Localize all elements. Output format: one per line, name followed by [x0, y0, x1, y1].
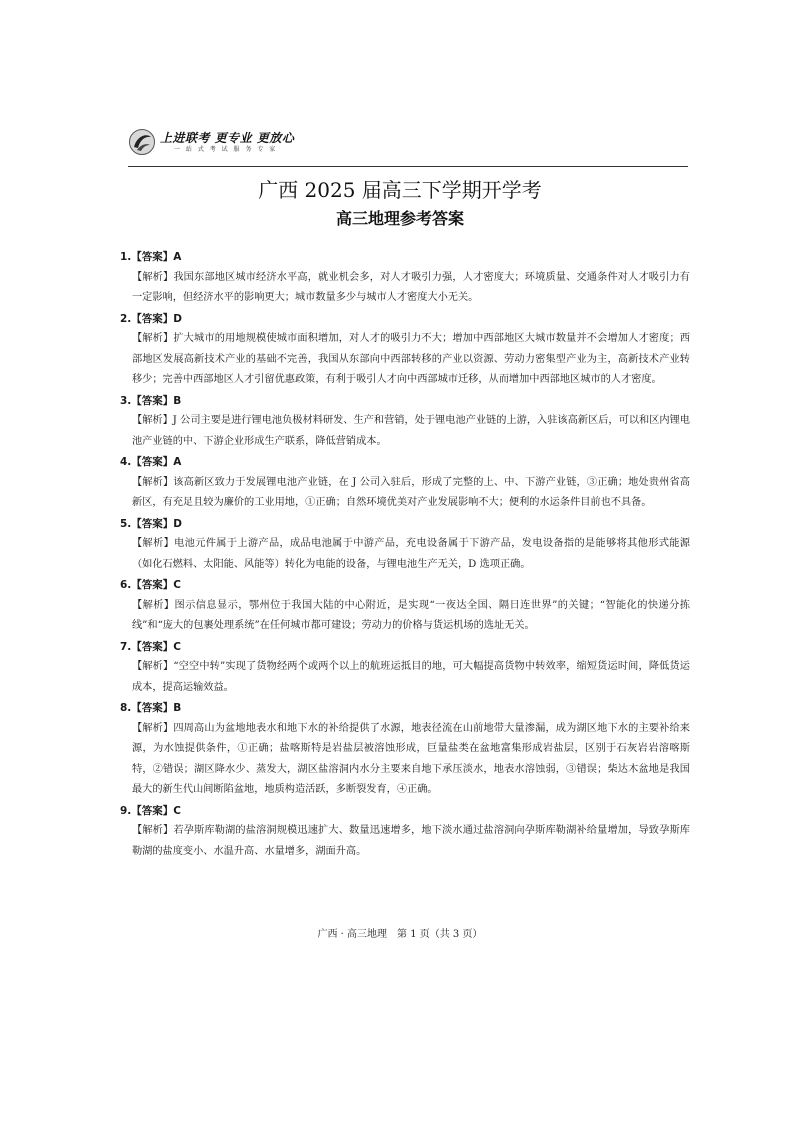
- answer-item: [120, 391, 690, 453]
- analysis-text: 【解析】图示信息显示，鄂州位于我国大陆的中心附近，是实现“一夜达全国、隔日连世界”的关键；“智能化的快递分拣线”和“庞大的包裹处理系统”在任何城市都可建设；劳动力的价格与货运机场的选址无关。: [132, 599, 690, 631]
- answer-line: 8.【答案】B: [120, 702, 182, 714]
- answer-line: 9.【答案】C: [120, 804, 182, 817]
- answer-list: [120, 247, 690, 862]
- page-subtitle: 高三地理参考答案: [335, 209, 464, 228]
- answer-item: [120, 309, 690, 391]
- analysis-text: 【解析】电池元件属于上游产品，成品电池属于中游产品，充电设备属于下游产品，发电设备指的是能够将其他形式能源（如化石燃料、太阳能、风能等）转化为电能的设备，与锂电池生产无关，D 选项正确。: [132, 538, 690, 570]
- header-divider: [128, 166, 688, 167]
- logo-slogan: 上进联考 更专业 更放心: [160, 130, 295, 145]
- analysis-text: 【解析】扩大城市的用地规模使城市面积增加，对人才的吸引力不大；增加中西部地区大城市数量并不会增加人才密度；西部地区发展高新技术产业的基础不完善，我国从东部向中西部转移的产业以资源、劳动力密集型产业为主，高新技术产业转移少；完善中西部地区人才引留优惠政策，有利于吸引人才向中西部城市迁移，从而增加中西部地区城市的人才密度。: [132, 333, 690, 385]
- answer-line: 1.【答案】A: [120, 251, 182, 263]
- answer-item: [120, 247, 690, 309]
- answer-line: 5.【答案】D: [120, 517, 183, 530]
- page-title: 广西 2025 届高三下学期开学考: [258, 178, 542, 202]
- analysis-text: 【解析】该高新区致力于发展锂电池产业链，在 J 公司入驻后，形成了完整的上、中、下游产业链，③正确；地处贵州省高新区，有充足且较为廉价的工业用地，①正确；自然环境优美对产业发展影响不大；便利的水运条件目前也不具备。: [132, 476, 690, 508]
- answer-line: 4.【答案】A: [120, 456, 182, 468]
- answer-item: [120, 698, 690, 801]
- answer-line: 7.【答案】C: [120, 640, 182, 653]
- answer-line: 3.【答案】B: [120, 394, 182, 407]
- answer-line: 2.【答案】D: [120, 312, 183, 325]
- analysis-text: 【解析】四周高山为盆地地表水和地下水的补给提供了水源，地表径流在山前地带大量渗漏，成为湖区地下水的主要补给来源，为水蚀提供条件，①正确；盐喀斯特是岩盐层被溶蚀形成，巨量盐类在盆地富集形成岩盐层，区别于石灰岩岩溶喀斯特，②错误；湖区降水少、蒸发大，湖区盐溶洞内水分主要来自地下承压淡水，地表水溶蚀弱，③错误；柴达木盆地是我国最大的新生代山间断陷盆地，地质构造活跃，多断裂发育，④正确。: [132, 722, 690, 795]
- answer-item: [120, 575, 690, 637]
- answer-item: [120, 514, 690, 576]
- logo-subtitle: 一 站 式 考 试 服 务 专 家: [174, 145, 278, 153]
- answer-item: [120, 801, 690, 863]
- answer-line: 6.【答案】C: [120, 579, 182, 591]
- analysis-text: 【解析】我国东部地区城市经济水平高，就业机会多，对人才吸引力强，人才密度大；环境质量、交通条件对人才吸引力有一定影响，但经济水平的影响更大；城市数量多少与城市人才密度大小无关。: [132, 271, 690, 303]
- logo-swirl-icon: [128, 128, 156, 156]
- analysis-text: 【解析】J 公司主要是进行锂电池负极材料研发、生产和营销，处于锂电池产业链的上游，入驻该高新区后，可以和区内锂电池产业链的中、下游企业形成生产联系，降低营销成本。: [132, 415, 690, 447]
- answer-item: [120, 452, 690, 514]
- page-footer: 广西 · 高三地理 第 1 页（共 3 页）: [317, 929, 483, 940]
- publisher-logo: [128, 128, 294, 156]
- analysis-text: 【解析】“空空中转”实现了货物经两个或两个以上的航班运抵目的地，可大幅提高货物中转效率，缩短货运时间，降低货运成本，提高运输效益。: [132, 661, 690, 693]
- analysis-text: 【解析】若孕斯库勒湖的盐溶洞规模迅速扩大、数量迅速增多，地下淡水通过盐溶洞向孕斯库勒湖补给量增加，导致孕斯库勒湖的盐度变小、水温升高、水量增多，湖面升高。: [132, 825, 690, 857]
- answer-item: [120, 637, 690, 699]
